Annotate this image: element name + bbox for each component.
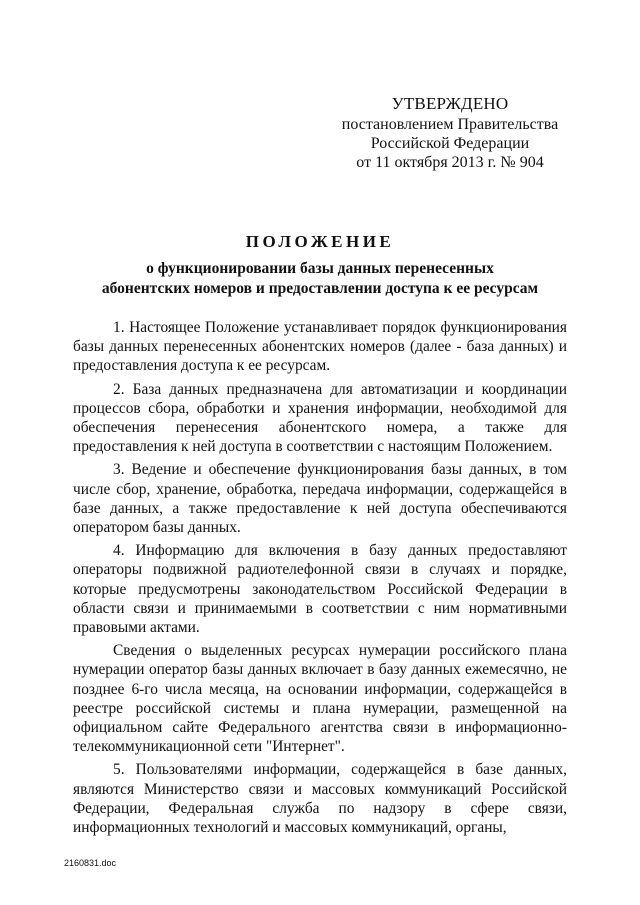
- subtitle-line-2: абонентских номеров и предоставлении доступа к ее ресурсам: [101, 280, 539, 297]
- paragraph-4: 4. Информацию для включения в базу данных предоставляют операторы подвижной радиотелефонной связи в случаях и порядке, которые предусмотрены законодательством Российской Федерации в области связи и принимаемыми в соответствии с ним нормативными правовыми актами.: [73, 542, 567, 637]
- approval-block: [330, 94, 570, 172]
- paragraph-1: 1. Настоящее Положение устанавливает порядок функционирования базы данных перенесенных абонентских номеров (далее - база данных) и предоставления доступа к ее ресурсам.: [73, 319, 567, 375]
- subtitle-line-1: о функционировании базы данных перенесенных: [146, 260, 494, 277]
- file-name-footer: 2160831.doc: [64, 858, 117, 868]
- document-body: [73, 318, 567, 841]
- paragraph-3: 3. Ведение и обеспечение функционирования базы данных, в том числе сбор, хранение, обработка, передача информации, содержащейся в базе данных, а также предоставление к ней доступа обеспечиваются оператором базы данных.: [73, 461, 567, 537]
- approval-line-2: Российской Федерации: [370, 135, 530, 152]
- approval-line-1: постановлением Правительства: [341, 116, 559, 133]
- paragraph-5: 5. Пользователями информации, содержащейся в базе данных, являются Министерство связи и массовых коммуникаций Российской Федерации, Федеральная служба по надзору в сфере связи, информационных технологий и массовых коммуникаций, органы,: [73, 761, 567, 837]
- approval-heading: УТВЕРЖДЕНО: [391, 94, 509, 113]
- approval-line-3: от 11 октября 2013 г. № 904: [356, 154, 544, 171]
- paragraph-4-continued: Сведения о выделенных ресурсах нумерации российского плана нумерации оператор базы данных включает в базу данных ежемесячно, не позднее 6-го числа месяца, на основании информации, содержащейся в реестре российской системы и плана нумерации, размещенной на официальном сайте Федерального агентства связи в информационно-телекоммуникационной сети "Интернет".: [73, 642, 567, 756]
- paragraph-2: 2. База данных предназначена для автоматизации и координации процессов сбора, обработки и хранения информации, необходимой для обеспечения перенесения абонентского номера, а также для предоставления к ней доступа в соответствии с настоящим Положением.: [73, 380, 567, 456]
- document-title: ПОЛОЖЕНИЕ: [245, 232, 395, 251]
- document-subtitle: [80, 259, 560, 299]
